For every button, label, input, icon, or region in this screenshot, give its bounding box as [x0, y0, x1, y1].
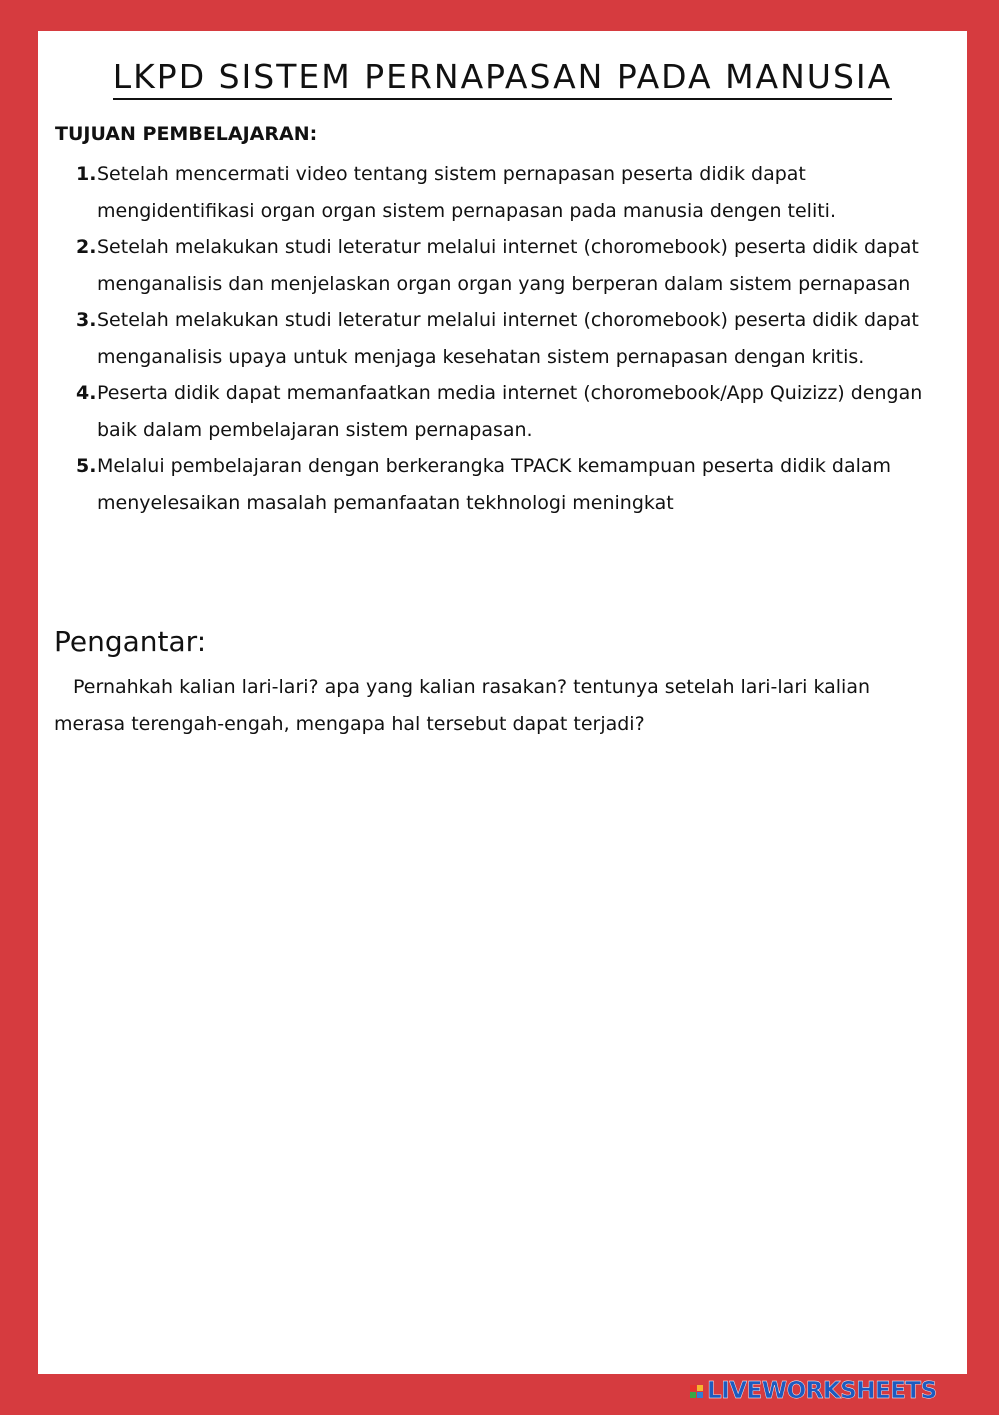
worksheet-title [38, 57, 967, 96]
logo-square [690, 1392, 696, 1398]
intro-text: Pernahkah kalian lari-lari? apa yang kalian rasakan? tentunya setelah lari-lari kalian merasa terengah-engah, mengapa hal tersebut dapat terjadi? [54, 676, 870, 735]
objective-number: 5. [76, 455, 97, 477]
worksheet-page [38, 31, 967, 1374]
logo-square [690, 1385, 696, 1391]
objective-item [76, 156, 956, 229]
objective-number: 2. [76, 236, 97, 258]
objective-item [76, 448, 956, 521]
objectives-list [76, 156, 956, 521]
worksheet-title-text: LKPD SISTEM PERNAPASAN PADA MANUSIA [113, 57, 892, 100]
objective-number: 1. [76, 163, 97, 185]
objectives-heading: TUJUAN PEMBELAJARAN: [55, 123, 318, 145]
logo-square [697, 1385, 703, 1391]
objective-text: Setelah mencermati video tentang sistem pernapasan peserta didik dapat mengidentifikasi organ organ sistem pernapasan pada manusia dengen teliti. [97, 163, 837, 222]
objective-item [76, 302, 956, 375]
objective-number: 3. [76, 309, 97, 331]
objective-text: Melalui pembelajaran dengan berkerangka TPACK kemampuan peserta didik dalam menyelesaikan masalah pemanfaatan tekhnologi meningkat [97, 455, 892, 514]
intro-heading: Pengantar: [54, 625, 207, 658]
objective-text: Setelah melakukan studi leteratur melalui internet (choromebook) peserta didik dapat menganalisis upaya untuk menjaga kesehatan sistem pernapasan dengan kritis. [97, 309, 919, 368]
objective-item [76, 229, 956, 302]
liveworksheets-logo-text: LIVEWORKSHEETS [707, 1378, 937, 1404]
objective-text: Setelah melakukan studi leteratur melalui internet (choromebook) peserta didik dapat menganalisis dan menjelaskan organ organ yang berperan dalam sistem pernapasan [97, 236, 919, 295]
liveworksheets-logo[interactable] [690, 1378, 937, 1404]
objective-number: 4. [76, 382, 97, 404]
objective-item [76, 375, 956, 448]
logo-square [697, 1392, 703, 1398]
liveworksheets-logo-icon [690, 1385, 703, 1398]
objective-text: Peserta didik dapat memanfaatkan media internet (choromebook/App Quizizz) dengan baik dalam pembelajaran sistem pernapasan. [97, 382, 923, 441]
